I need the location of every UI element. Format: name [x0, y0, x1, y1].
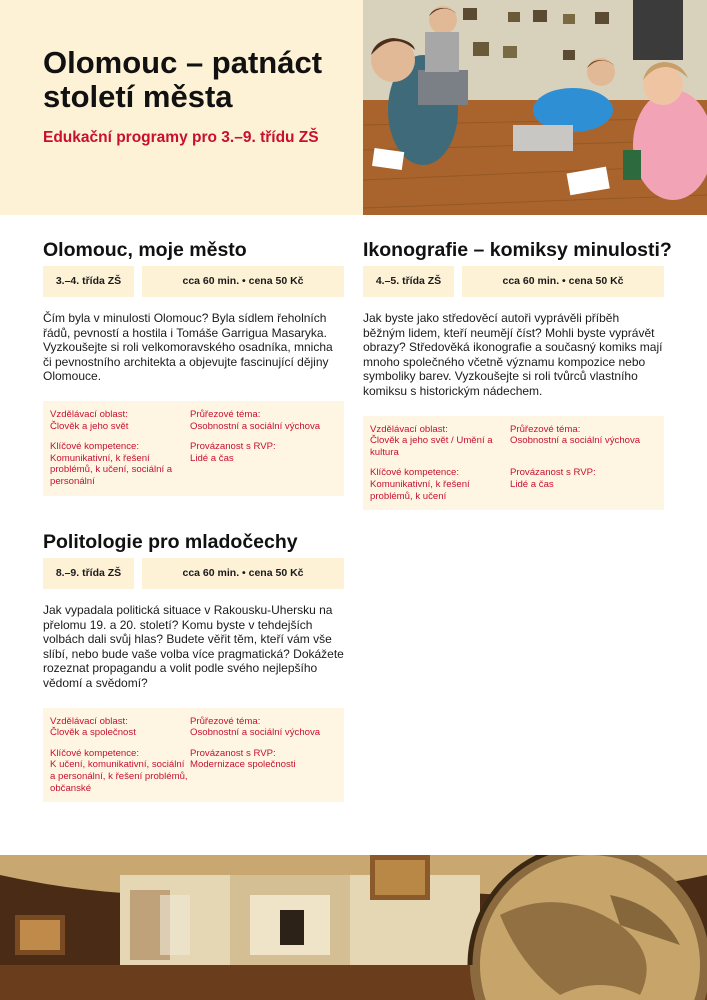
- competence-value: K učení, komunikativní, sociální a personální, k řešení problémů, občanské: [50, 759, 188, 794]
- rvp-cell: [510, 467, 657, 502]
- area-cell: [50, 716, 190, 739]
- rvp-label: Provázanost s RVP:: [190, 747, 276, 759]
- competence-label: Klíčové kompetence:: [50, 747, 140, 759]
- grade-badge: 8.–9. třída ZŠ: [43, 558, 134, 589]
- rvp-label: Provázanost s RVP:: [190, 441, 276, 453]
- program-meta: [43, 558, 344, 589]
- area-cell: [370, 424, 510, 459]
- program-description: Jak byste jako středověcí autoři vyprávěli příběh běžným lidem, kteří neumějí číst? Mohli byste vyprávět obrazy? Středověká ikonografie a současný komiks mají mnoho společného včetně významu kompozice nebo symboliky barev. Vyzkoušejte si roli tvůrců vlastního komiksu s historickým nádechem.: [363, 311, 663, 398]
- program-olomouc-moje-mesto: [43, 236, 344, 496]
- rvp-value: Lidé a čas: [510, 478, 554, 490]
- program-info-box: [43, 401, 344, 496]
- topic-label: Průřezové téma:: [190, 408, 261, 420]
- competence-cell: [370, 467, 510, 502]
- area-label: Vzdělávací oblast:: [50, 408, 128, 420]
- program-title: Ikonografie – komiksy minulosti?: [363, 239, 672, 261]
- page-title: Olomouc – patnáct století města: [43, 45, 323, 114]
- duration-price-badge: cca 60 min. • cena 50 Kč: [142, 266, 344, 297]
- grade-badge: 3.–4. třída ZŠ: [43, 266, 134, 297]
- topic-cell: [510, 424, 657, 459]
- duration-price-badge: cca 60 min. • cena 50 Kč: [462, 266, 664, 297]
- rvp-cell: [190, 748, 337, 794]
- rvp-cell: [190, 441, 337, 487]
- topic-cell: [190, 409, 337, 432]
- program-title: Politologie pro mladočechy: [43, 531, 298, 553]
- program-info-box: [43, 708, 344, 803]
- topic-value: Osobnostní a sociální výchova: [190, 420, 321, 432]
- area-value: Člověk a jeho svět: [50, 420, 129, 432]
- program-title: Olomouc, moje město: [43, 239, 247, 261]
- topic-label: Průřezové téma:: [190, 715, 261, 727]
- competence-label: Klíčové kompetence:: [50, 441, 140, 453]
- rvp-value: Modernizace společnosti: [190, 759, 296, 771]
- rvp-value: Lidé a čas: [190, 452, 234, 464]
- program-description: Jak vypadala politická situace v Rakousku-Uhersku na přelomu 19. a 20. století? Komu byste v tehdejších volbách dali svůj hlas? Budete věřit těm, kteří vám vše slíbí, nebo bude vaše volba více pragmatická? Dokážete rozeznat propagandu a volit podle svého nejlepšího vědomí a svědomí?: [43, 603, 344, 690]
- area-value: Člověk a společnost: [50, 727, 136, 739]
- program-info-box: [363, 416, 664, 511]
- duration-price-badge: cca 60 min. • cena 50 Kč: [142, 558, 344, 589]
- area-label: Vzdělávací oblast:: [370, 423, 448, 435]
- program-meta: [43, 266, 344, 297]
- competence-value: Komunikativní, k řešení problémů, k učení: [370, 478, 470, 502]
- grade-badge: 4.–5. třída ZŠ: [363, 266, 454, 297]
- competence-value: Komunikativní, k řešení problémů, k učení, sociální a personální: [50, 452, 173, 487]
- competence-cell: [50, 748, 190, 794]
- topic-label: Průřezové téma:: [510, 423, 581, 435]
- area-cell: [50, 409, 190, 432]
- topic-cell: [190, 716, 337, 739]
- competence-cell: [50, 441, 190, 487]
- area-value: Člověk a jeho svět / Umění a kultura: [370, 435, 493, 458]
- program-ikonografie: [363, 236, 672, 510]
- museum-exhibition-photo: [0, 855, 707, 1000]
- topic-value: Osobnostní a sociální výchova: [190, 727, 321, 739]
- page-subtitle: Edukační programy pro 3.–9. třídu ZŠ: [43, 129, 319, 146]
- competence-label: Klíčové kompetence:: [370, 467, 460, 479]
- program-meta: [363, 266, 664, 297]
- program-description: Čím byla v minulosti Olomouc? Byla sídlem řeholních řádů, pevností a hostila i Tomáše Garriguа Masaryka. Vyzkoušejte si roli velkomoravského osadníka, mnicha či pevnostního architekta a objevujte fascinující dějiny Olomouce.: [43, 311, 333, 384]
- rvp-label: Provázanost s RVP:: [510, 467, 596, 479]
- area-label: Vzdělávací oblast:: [50, 715, 128, 727]
- children-museum-photo: [363, 0, 707, 215]
- topic-value: Osobnostní a sociální výchova: [510, 435, 641, 447]
- program-politologie: [43, 528, 344, 802]
